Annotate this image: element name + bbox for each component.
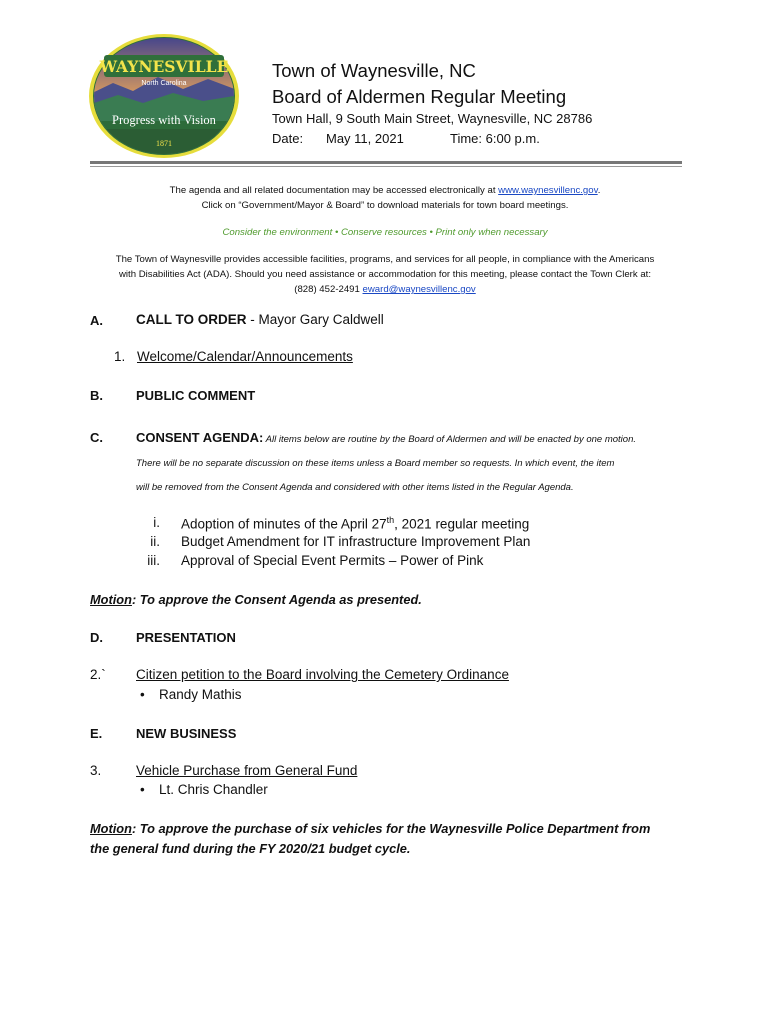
section-a-title: CALL TO ORDER xyxy=(136,312,247,327)
item-1-number: 1. xyxy=(114,349,126,364)
item-3-title: Vehicle Purchase from General Fund xyxy=(136,763,358,778)
clerk-phone: (828) 452-2491 xyxy=(294,284,363,295)
bullet-icon: • xyxy=(140,687,145,702)
logo-name: WAYNESVILLE xyxy=(99,57,229,76)
motion-consent-text: : To approve the Consent Agenda as presented. xyxy=(131,592,422,607)
header-divider xyxy=(90,161,682,164)
section-d-label: D. xyxy=(90,630,103,645)
section-e-title: NEW BUSINESS xyxy=(136,726,237,741)
ada-contact xyxy=(60,282,710,297)
click-instructions: Click on “Government/Mayor & Board” to download materials for town board meetings. xyxy=(201,200,569,211)
section-c-desc-1: All items below are routine by the Board of Aldermen and will be enacted by one motion. xyxy=(263,434,637,445)
section-a xyxy=(136,312,384,327)
section-a-label: A. xyxy=(90,313,103,328)
section-b-label: B. xyxy=(90,388,103,403)
environment-notice: Consider the environment • Conserve resources • Print only when necessary xyxy=(222,227,548,238)
ada-line-2: with Disabilities Act (ADA). Should you need assistance or accommodation for this meeting, please contact the Town Clerk at: xyxy=(118,269,651,280)
bullet-icon: • xyxy=(140,782,145,797)
section-c-title: CONSENT AGENDA: xyxy=(136,430,264,445)
town-logo xyxy=(88,33,240,159)
access-period: . xyxy=(597,185,601,196)
consent-item-1-text-end: , 2021 regular meeting xyxy=(394,516,530,532)
consent-item-1 xyxy=(181,515,529,532)
header-date-label: Date: xyxy=(272,131,304,146)
motion-vehicles-line-2: the general fund during the FY 2020/21 budget cycle. xyxy=(90,841,411,856)
consent-item-1-number: i. xyxy=(153,515,160,530)
consent-item-3-text: Approval of Special Event Permits – Power of Pink xyxy=(181,553,484,568)
website-link[interactable]: www.waynesvillenc.gov xyxy=(498,185,598,196)
section-c-label: C. xyxy=(90,430,103,445)
consent-item-2-number: ii. xyxy=(150,534,160,549)
section-d-title: PRESENTATION xyxy=(136,630,236,645)
motion-vehicles-text: : To approve the purchase of six vehicles for the Waynesville Police Department from xyxy=(131,821,651,836)
section-c-desc-3: will be removed from the Consent Agenda and considered with other items listed in the Regular Agenda. xyxy=(136,482,574,493)
item-2-number: 2.` xyxy=(90,667,106,682)
ada-line-1: The Town of Waynesville provides accessible facilities, programs, and services for all people, in compliance with the Americans xyxy=(115,254,655,265)
item-3-number: 3. xyxy=(90,763,102,778)
item-3-presenter: Lt. Chris Chandler xyxy=(159,782,268,797)
header-divider-thin xyxy=(90,166,682,167)
access-notice xyxy=(60,183,710,198)
logo-slogan: Progress with Vision xyxy=(112,113,216,127)
logo-year: 1871 xyxy=(156,139,172,148)
motion-consent-label: Motion xyxy=(90,592,132,607)
section-c-heading xyxy=(136,429,636,447)
section-c-desc-2: There will be no separate discussion on these items unless a Board member so requests. In which event, the item xyxy=(136,458,615,469)
header-date: May 11, 2021 xyxy=(326,131,404,146)
consent-item-3-number: iii. xyxy=(147,553,160,568)
logo-state: North Carolina xyxy=(141,80,187,87)
section-b-title: PUBLIC COMMENT xyxy=(136,388,256,403)
item-1-title: Welcome/Calendar/Announcements xyxy=(137,349,353,364)
motion-vehicles-label: Motion xyxy=(90,821,132,836)
item-2-presenter: Randy Mathis xyxy=(159,687,242,702)
section-a-suffix: - Mayor Gary Caldwell xyxy=(246,312,384,327)
header-meeting: Board of Aldermen Regular Meeting xyxy=(272,86,567,107)
motion-vehicles xyxy=(90,821,650,836)
section-e-label: E. xyxy=(90,726,103,741)
header-time: Time: 6:00 p.m. xyxy=(450,131,540,146)
clerk-email-link[interactable]: eward@waynesvillenc.gov xyxy=(362,284,476,295)
item-2-title: Citizen petition to the Board involving the Cemetery Ordinance xyxy=(136,667,509,682)
access-text: The agenda and all related documentation may be accessed electronically at xyxy=(169,185,499,196)
consent-item-2-text: Budget Amendment for IT infrastructure Improvement Plan xyxy=(181,534,531,549)
consent-item-1-sup: th xyxy=(386,515,395,525)
header-address: Town Hall, 9 South Main Street, Waynesville, NC 28786 xyxy=(272,111,593,126)
consent-item-1-text: Adoption of minutes of the April 27 xyxy=(181,516,387,532)
header-town: Town of Waynesville, NC xyxy=(272,60,476,81)
motion-consent xyxy=(90,592,422,607)
